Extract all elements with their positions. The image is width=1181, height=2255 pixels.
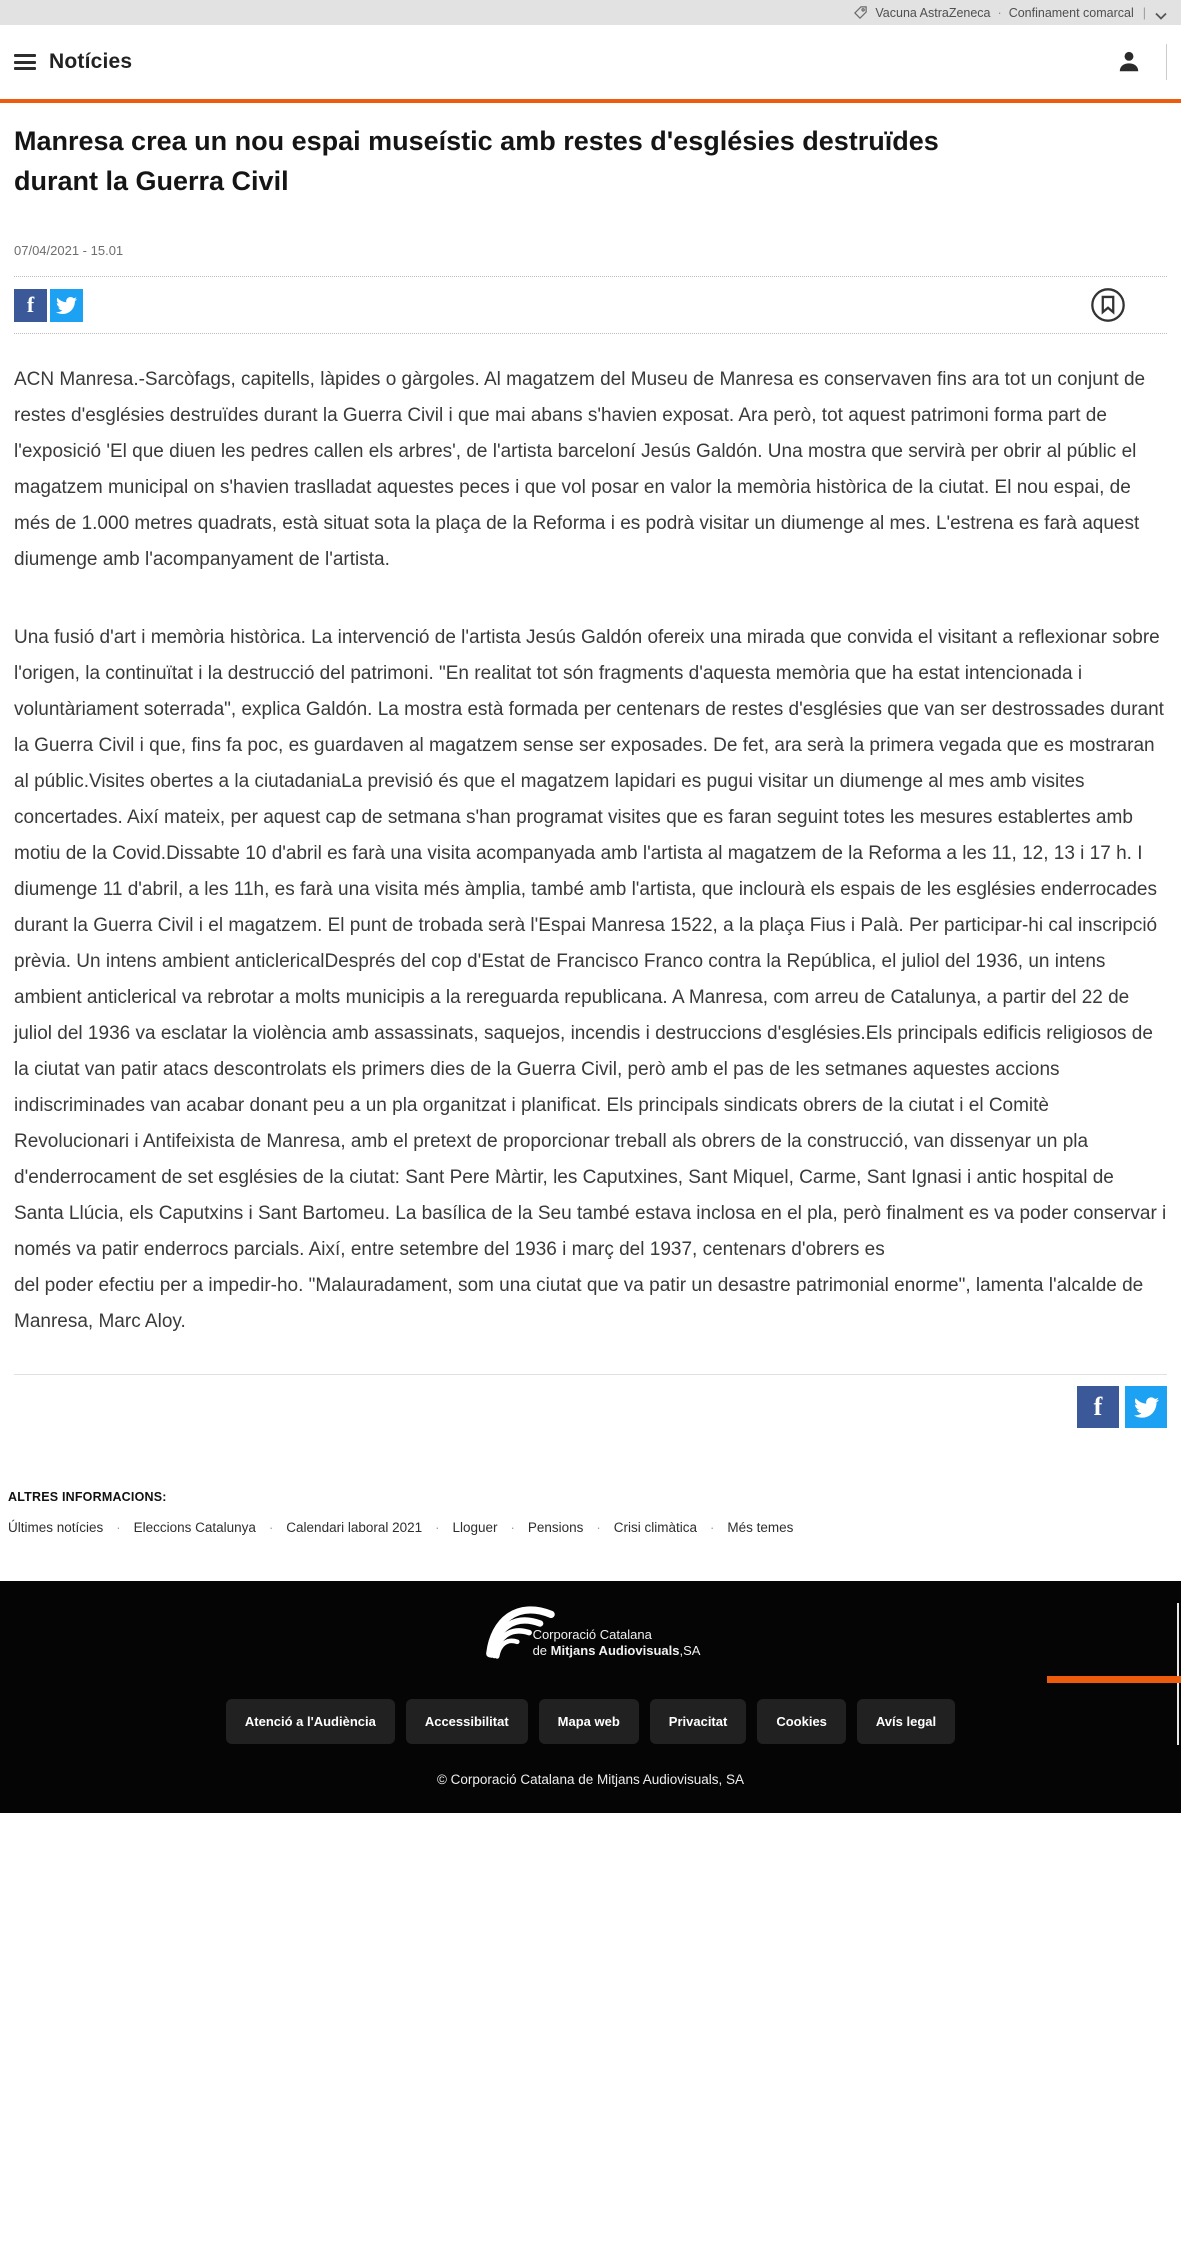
footer-button-mapa-web[interactable]: Mapa web	[539, 1699, 639, 1744]
topic-link-mes-temes[interactable]: Més temes	[727, 1520, 794, 1535]
topic-link-ultimes-noticies[interactable]: Últimes notícies	[8, 1520, 104, 1535]
related-topics-links: Últimes notícies · Eleccions Catalunya · Calendari laboral 2021 · Lloguer · Pensions · Crisi climàtica · Més temes	[8, 1520, 794, 1535]
facebook-icon: f	[1093, 1392, 1103, 1421]
floating-panel-edge	[1177, 1603, 1179, 1745]
share-bar-bottom	[14, 1374, 1167, 1428]
topic-link-eleccions-catalunya[interactable]: Eleccions Catalunya	[133, 1520, 256, 1535]
accent-rule	[0, 99, 1181, 103]
footer-button-accessibilitat[interactable]: Accessibilitat	[406, 1699, 528, 1744]
article-date: 07/04/2021 - 15.01	[14, 243, 124, 258]
bookmark-icon[interactable]	[1089, 286, 1127, 324]
chevron-down-icon[interactable]	[1155, 9, 1167, 17]
twitter-icon	[1134, 1395, 1159, 1420]
site-footer	[0, 1581, 1181, 1813]
site-header	[0, 25, 1181, 99]
footer-button-atencio[interactable]: Atenció a l'Audiència	[226, 1699, 395, 1744]
facebook-icon: f	[26, 292, 35, 317]
related-topics-section	[0, 1490, 1181, 1535]
trending-link-2[interactable]: Confinament comarcal	[1008, 5, 1134, 20]
trending-pipe: |	[1142, 5, 1146, 20]
floating-panel-accent-bar	[1047, 1676, 1181, 1683]
topic-link-lloguer[interactable]: Lloguer	[452, 1520, 498, 1535]
twitter-icon	[56, 295, 77, 316]
article-paragraph: del poder efectiu per a impedir-ho. "Malauradament, som una ciutat que va patir un desastre patrimonial enorme", lamenta l'alcalde de Manresa, Marc Aloy.	[14, 1275, 1144, 1332]
ccma-logo	[0, 1597, 1181, 1661]
trending-topbar	[0, 0, 1181, 25]
topic-link-crisi-climatica[interactable]: Crisi climàtica	[613, 1520, 698, 1535]
trending-separator: ·	[997, 5, 1002, 20]
article	[0, 121, 1181, 1428]
twitter-share-button[interactable]	[50, 289, 83, 322]
site-brand[interactable]: Notícies	[49, 50, 133, 73]
tag-icon	[853, 5, 868, 20]
footer-button-privacitat[interactable]: Privacitat	[650, 1699, 747, 1744]
related-topics-heading: ALTRES INFORMACIONS:	[8, 1490, 167, 1504]
topic-link-calendari-laboral[interactable]: Calendari laboral 2021	[286, 1520, 423, 1535]
facebook-share-button-bottom[interactable]	[1077, 1386, 1119, 1428]
footer-button-avis-legal[interactable]: Avís legal	[857, 1699, 955, 1744]
footer-buttons	[0, 1699, 1181, 1744]
article-body	[14, 362, 1167, 1340]
article-paragraph: Una fusió d'art i memòria històrica. La intervenció de l'artista Jesús Galdón ofereix una mirada que convida el visitant a reflexionar sobre l'origen, la continuïtat i la destrucció del patrimoni. "En realitat tot són fragments d'aquesta memòria que ha estat intencionada i voluntàriament soterrada", explica Galdón. La mostra està formada per centenars de restes d'esglésies que van ser destrossades durant la Guerra Civil i que, fins fa poc, es guardaven al magatzem sense ser exposades. De fet, ara serà la primera vegada que es mostraran al públic.Visites obertes a la ciutadaniaLa previsió és que el magatzem lapidari es pugui visitar un diumenge al mes amb visites concertades. Així mateix, per aquest cap de setmana s'han programat visites que es faran seguint totes les mesures establertes amb motiu de la Covid.Dissabte 10 d'abril es farà una visita acompanyada amb l'artista al magatzem de la Reforma a les 11, 12, 13 i 17 h. I diumenge 11 d'abril, a les 11h, es farà una visita més àmplia, també amb l'artista, que inclourà els espais de les esglésies enderrocades durant la Guerra Civil i el magatzem. El punt de trobada serà l'Espai Manresa 1522, a la plaça Fius i Palà. Per participar-hi cal inscripció prèvia. Un intens ambient anticlericalDesprés del cop d'Estat de Francisco Franco contra la República, el juliol del 1936, un intens ambient anticlerical va rebrotar a molts municipis a la rereguarda republicana. A Manresa, com arreu de Catalunya, a partir del 22 de juliol del 1936 va esclatar la violència amb assassinats, saquejos, incendis i destruccions d'esglésies.Els principals edificis religiosos de la ciutat van patir atacs descontrolats els primers dies de la Guerra Civil, però amb el pas de les setmanes aquestes accions indiscriminades van acabar donant peu a un pla organitzat i planificat. Els principals sindicats obrers de la ciutat i el Comitè Revolucionari i Antifeixista de Manresa, amb el pretext de proporcionar treball als obrers de la construcció, van dissenyar un pla d'enderrocament de set esglésies de la ciutat: Sant Pere Màrtir, les Caputxines, Sant Miquel, Carme, Sant Ignasi i antic hospital de Santa Llúcia, els Caputxins i Sant Bartomeu. La basílica de la Seu també estava inclosa en el pla, però finalment es va poder conservar i només va patir enderrocs parcials. Així, entre setembre del 1936 i març del 1937, centenars d'obrers es	[14, 627, 1167, 1260]
hamburger-menu-icon[interactable]	[14, 54, 36, 70]
user-account-icon[interactable]	[1116, 49, 1142, 75]
header-divider	[1166, 44, 1167, 80]
article-paragraph: ACN Manresa.-Sarcòfags, capitells, làpides o gàrgoles. Al magatzem del Museu de Manresa es conservaven fins ara tot un conjunt de restes d'esglésies destruïdes durant la Guerra Civil i que mai abans s'havien exposat. Ara però, tot aquest patrimoni forma part de l'exposició 'El que diuen les pedres callen els arbres', de l'artista barceloní Jesús Galdón. Una mostra que servirà per obrir al públic el magatzem municipal on s'havien traslladat aquestes peces i que vol posar en valor la memòria històrica de la ciutat. El nou espai, de més de 1.000 metres quadrats, està situat sota la plaça de la Reforma i es podrà visitar un diumenge al mes. L'estrena es farà aquest diumenge amb l'acompanyament de l'artista.	[14, 369, 1146, 570]
trending-link-1[interactable]: Vacuna AstraZeneca	[875, 5, 991, 20]
share-bar-top	[14, 276, 1167, 334]
footer-copyright: © Corporació Catalana de Mitjans Audiovisuals, SA	[436, 1772, 745, 1787]
ccma-logo-text: Corporació Catalana de Mitjans Audiovisuals,SA	[532, 1627, 701, 1658]
article-title: Manresa crea un nou espai museístic amb restes d'esglésies destruïdes durant la Guerra Civil	[14, 126, 939, 196]
footer-button-cookies[interactable]: Cookies	[757, 1699, 846, 1744]
twitter-share-button-bottom[interactable]	[1125, 1386, 1167, 1428]
facebook-share-button[interactable]	[14, 289, 47, 322]
topic-link-pensions[interactable]: Pensions	[527, 1520, 584, 1535]
